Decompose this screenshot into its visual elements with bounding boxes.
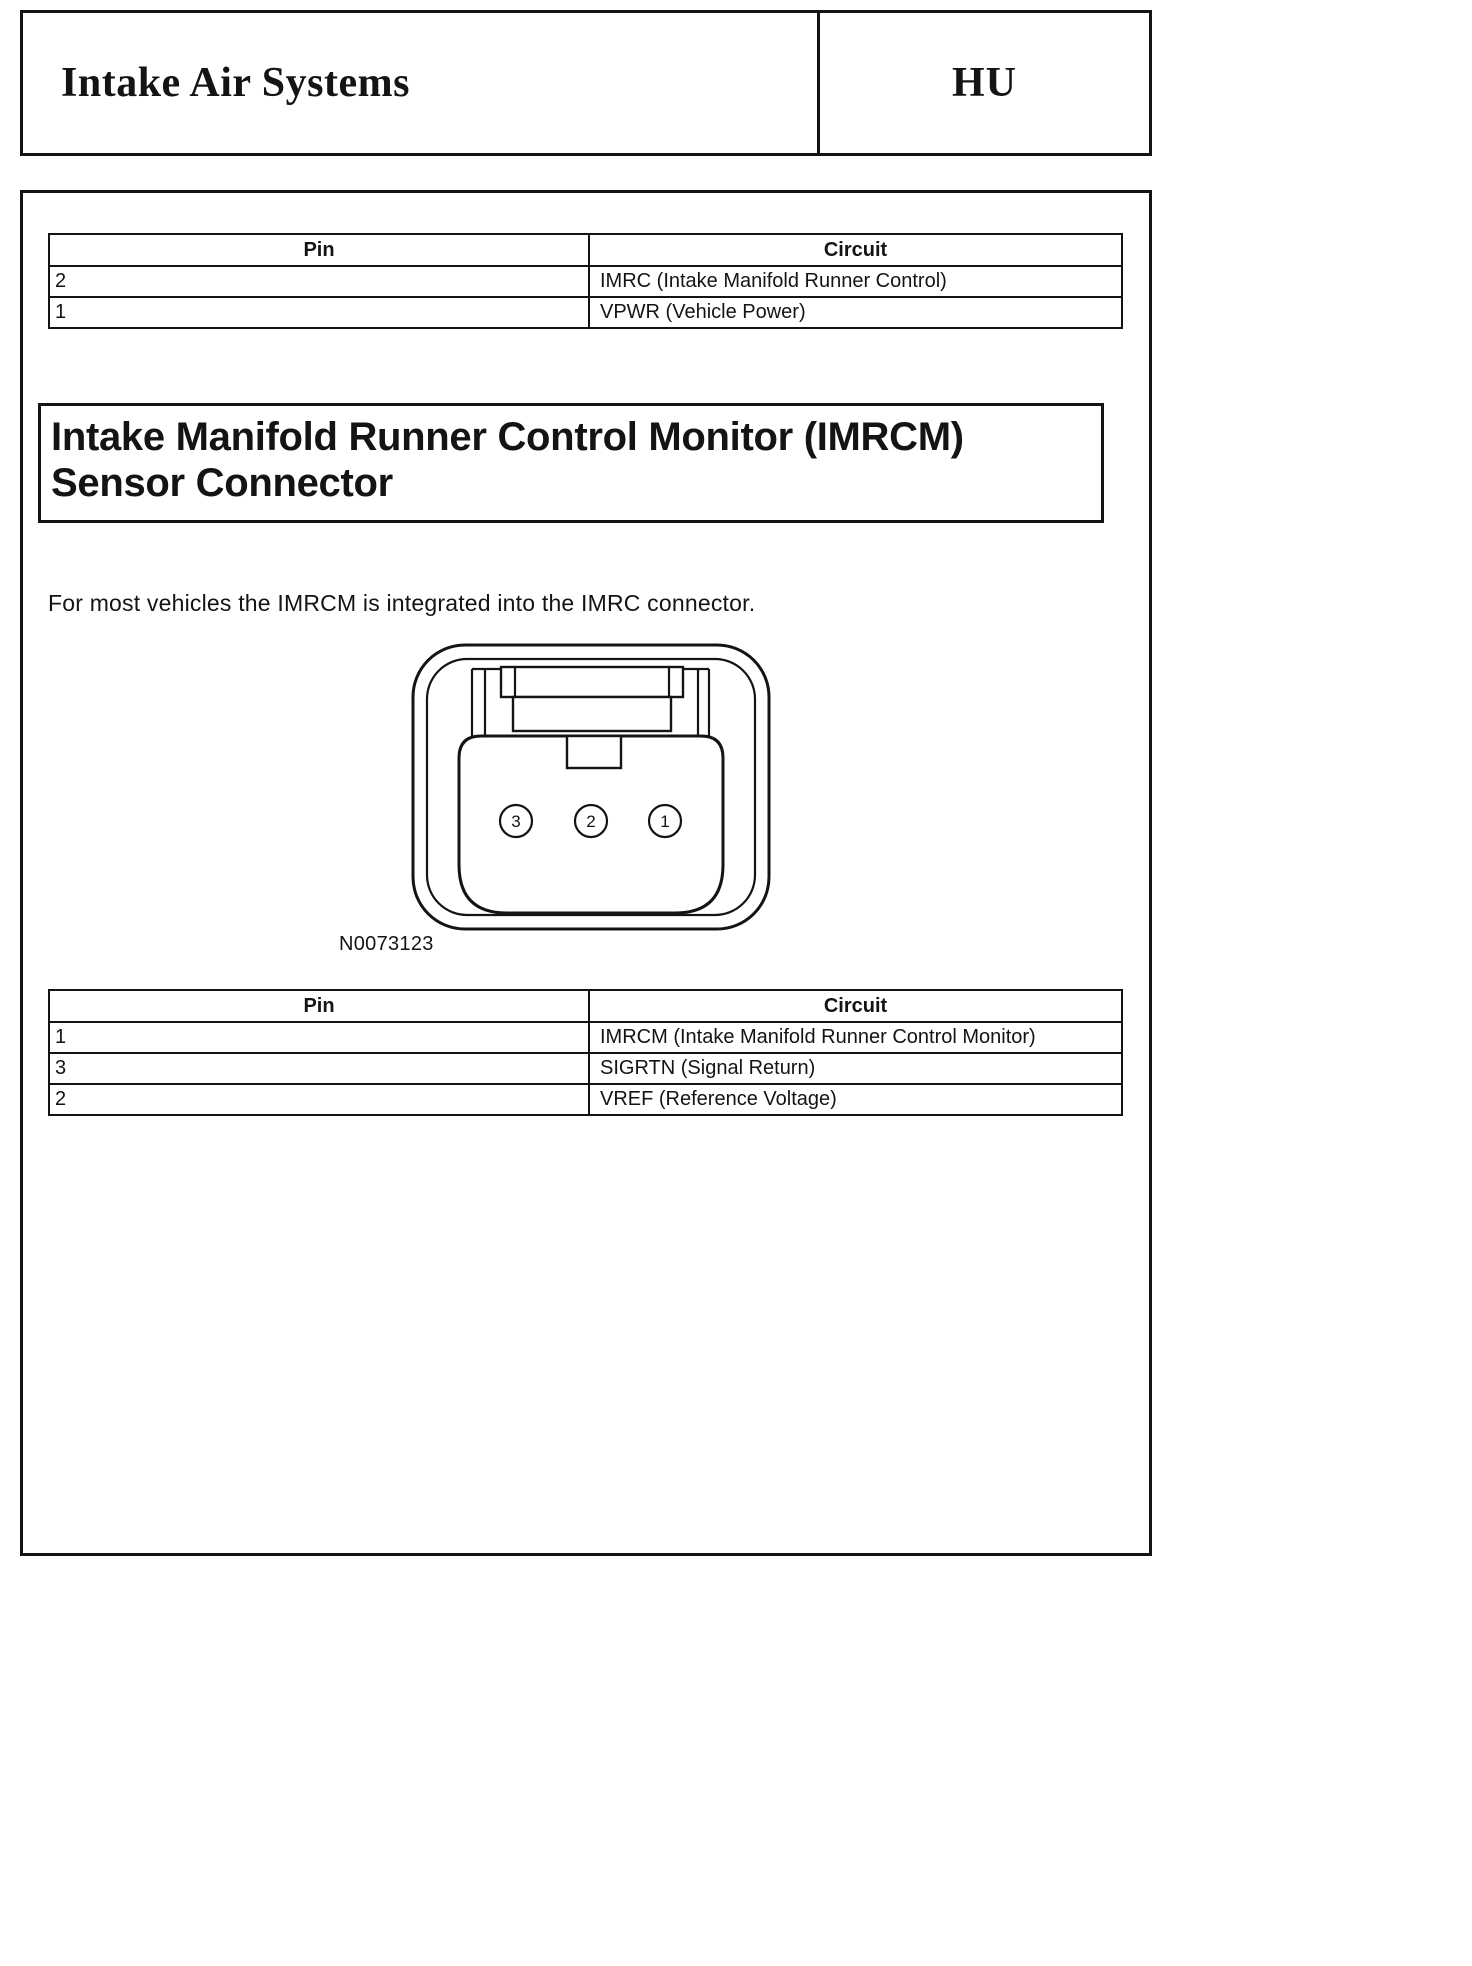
pin-cell: 3 [49, 1053, 589, 1084]
latch-lower-tab [513, 697, 671, 731]
circuit-cell: IMRC (Intake Manifold Runner Control) [589, 266, 1122, 297]
circuit-cell: SIGRTN (Signal Return) [589, 1053, 1122, 1084]
section-code: HU [952, 60, 1017, 106]
keying-notch [567, 736, 621, 768]
content-frame [20, 190, 1152, 1556]
table-row [49, 1053, 1122, 1084]
body-paragraph: For most vehicles the IMRCM is integrated into the IMRC connector. [48, 590, 756, 616]
pin-cell: 2 [49, 266, 589, 297]
page-header-left [23, 13, 817, 153]
circuit-cell: VREF (Reference Voltage) [589, 1084, 1122, 1115]
table-row [49, 1022, 1122, 1053]
section-heading-box [38, 403, 1104, 523]
circuit-cell: IMRCM (Intake Manifold Runner Control Monitor) [589, 1022, 1122, 1053]
imrcm-pin-table [48, 989, 1123, 1116]
page-header [20, 10, 1152, 156]
pin-column-header: Pin [49, 234, 589, 266]
figure-reference-number: N0073123 [339, 933, 434, 955]
table-row [49, 1084, 1122, 1115]
latch-upper-tab [501, 667, 683, 697]
page-header-section-code-cell [817, 13, 1149, 153]
pin-cell: 1 [49, 297, 589, 328]
pin-column-header: Pin [49, 990, 589, 1022]
circuit-cell: VPWR (Vehicle Power) [589, 297, 1122, 328]
pin-3-label: 3 [511, 812, 521, 831]
circuit-column-header: Circuit [589, 234, 1122, 266]
pin-2-label: 2 [586, 812, 596, 831]
table-header-row [49, 990, 1122, 1022]
connector-diagram [409, 641, 779, 941]
pin-cell: 1 [49, 1022, 589, 1053]
pin-cell: 2 [49, 1084, 589, 1115]
table-row [49, 297, 1122, 328]
pin-1-label: 1 [660, 812, 670, 831]
table-row [49, 266, 1122, 297]
table-header-row [49, 234, 1122, 266]
circuit-column-header: Circuit [589, 990, 1122, 1022]
page-title: Intake Air Systems [61, 60, 410, 106]
imrc-pin-table [48, 233, 1123, 329]
section-heading: Intake Manifold Runner Control Monitor (IMRCM) Sensor Connector [51, 415, 964, 505]
